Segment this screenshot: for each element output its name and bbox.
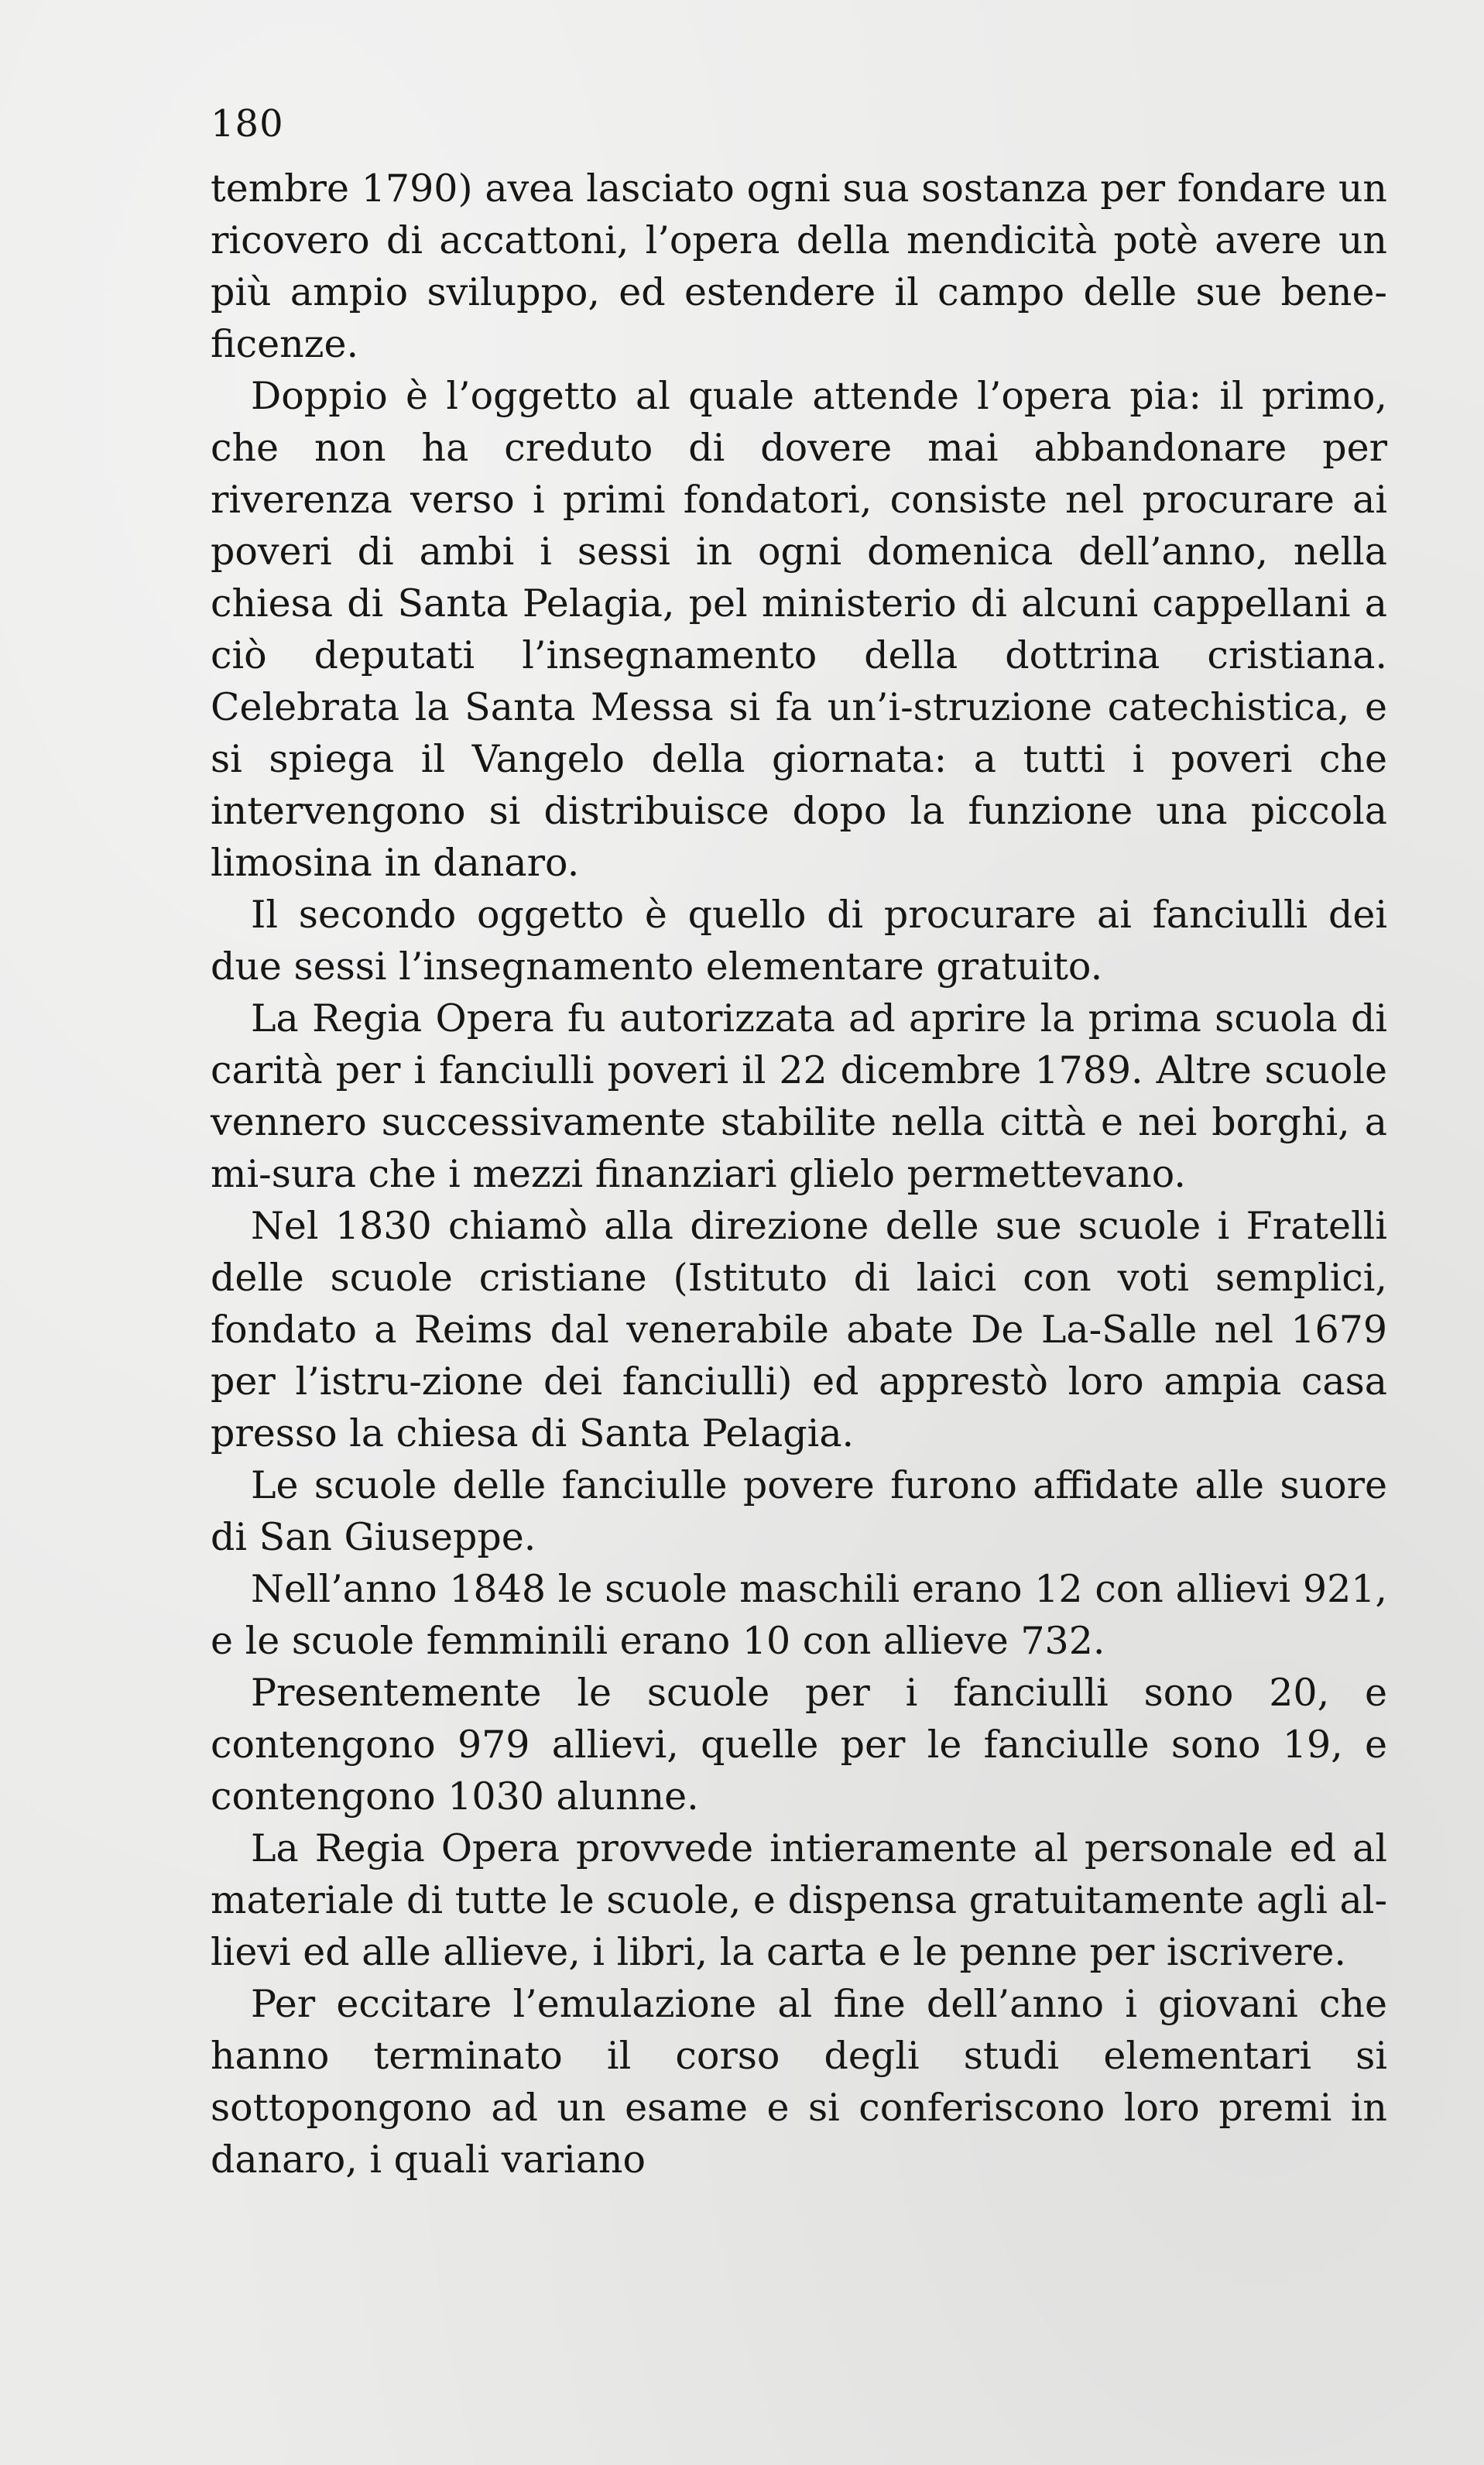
paragraph-anno-1848: Nell’anno 1848 le scuole maschili erano 12 con allievi 921, e le scuole femminili erano 10 con allieve 732. bbox=[211, 1567, 1387, 1663]
paragraph-secondo-oggetto: Il secondo oggetto è quello di procurare ai fanciulli dei due sessi l’insegnamento elementare gratuito. bbox=[211, 893, 1387, 989]
paragraph-regia-opera: La Regia Opera provvede intieramente al personale ed al materiale di tutte le scuole, e dispensa gratuitamente agli al-lievi ed alle allieve, i libri, la carta e le penne per iscrivere. bbox=[211, 1826, 1387, 1974]
paragraph-continuation: tembre 1790) avea lasciato ogni sua sostanza per fondare un ricovero di accattoni, l’opera della mendicità potè avere un più ampio sviluppo, ed estendere il campo delle sue bene-ficenze. bbox=[211, 166, 1387, 366]
page-content bbox=[211, 101, 1387, 2186]
paragraph-scuole-fanciulle: Le scuole delle fanciulle povere furono affidate alle suore di San Giuseppe. bbox=[211, 1463, 1387, 1559]
paragraph-fratelli: Nel 1830 chiamò alla direzione delle sue scuole i Fratelli delle scuole cristiane (Istituto di laici con voti semplici, fondato a Reims dal venerabile abate De La-Salle nel 1679 per l’istru-zione dei fanciulli) ed apprestò loro ampia casa presso la chiesa di Santa Pelagia. bbox=[211, 1204, 1387, 1455]
paragraph-emulazione: Per eccitare l’emulazione al fine dell’anno i giovani che hanno terminato il corso degli studi elementari si sottopongono ad un esame e si conferiscono loro premi in danaro, i quali variano bbox=[211, 1982, 1387, 2182]
paragraph-doppio-oggetto: Doppio è l’oggetto al quale attende l’opera pia: il primo, che non ha creduto di dovere mai abbandonare per riverenza verso i primi fondatori, consiste nel procurare ai poveri di ambi i sessi in ogni domenica dell’anno, nella chiesa di Santa Pelagia, pel ministerio di alcuni cappellani a ciò deputati l’insegnamento della dottrina cristiana. Celebrata la Santa Messa si fa un’i-struzione catechistica, e si spiega il Vangelo della giornata: a tutti i poveri che intervengono si distribuisce dopo la funzione una piccola limosina in danaro. bbox=[211, 374, 1387, 885]
paragraph-prima-scuola: La Regia Opera fu autorizzata ad aprire la prima scuola di carità per i fanciulli poveri il 22 dicembre 1789. Altre scuole vennero successivamente stabilite nella città e nei borghi, a mi-sura che i mezzi finanziari glielo permettevano. bbox=[211, 996, 1387, 1196]
page-number: 180 bbox=[211, 102, 284, 146]
paragraph-presentemente: Presentemente le scuole per i fanciulli sono 20, e contengono 979 allievi, quelle per le fanciulle sono 19, e contengono 1030 alunne. bbox=[211, 1671, 1387, 1819]
